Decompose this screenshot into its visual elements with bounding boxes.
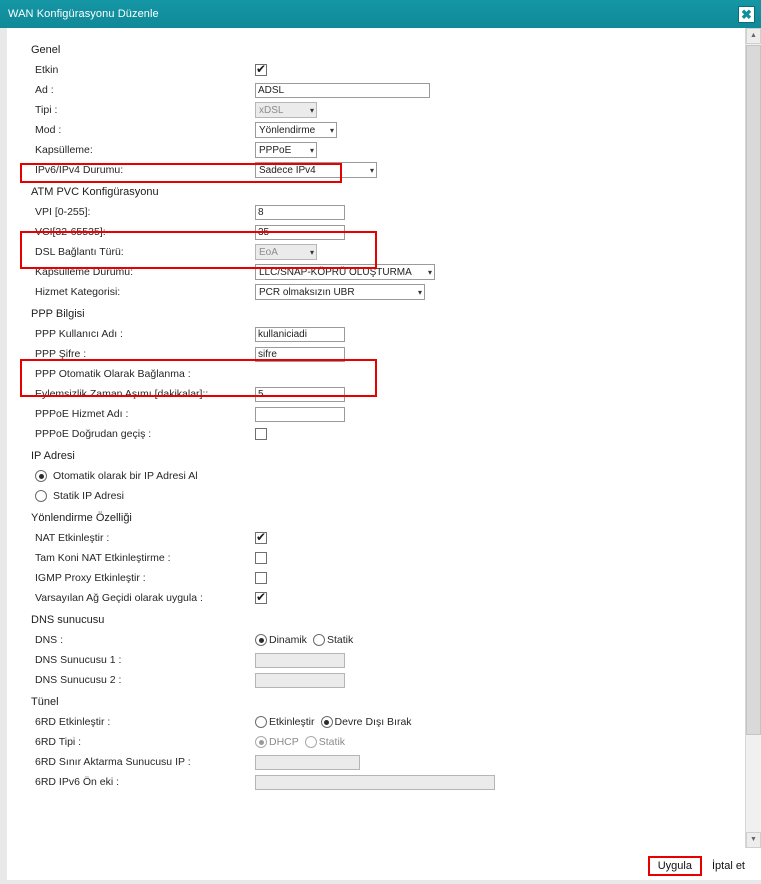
field-fullcone-nat [255, 552, 745, 564]
field-idle-timeout [255, 387, 745, 402]
row-igmp-proxy [7, 568, 745, 588]
vci-input[interactable] [255, 225, 345, 240]
row-mode [7, 120, 745, 140]
field-ipv6-status [255, 162, 745, 178]
field-name [255, 83, 745, 98]
bottom-strip [0, 880, 761, 884]
service-category-select[interactable] [255, 284, 425, 300]
apply-button[interactable]: Uygula [648, 856, 702, 876]
dns-server1-input[interactable] [255, 653, 345, 668]
label-igmp-proxy: IGMP Proxy Etkinleştir : [35, 572, 146, 584]
scroll-up-icon[interactable]: ▲ [746, 28, 761, 44]
label-dns-server2: DNS Sunucusu 2 : [35, 674, 122, 686]
ip-auto-radio[interactable] [35, 470, 47, 482]
label-nat: NAT Etkinleştir : [35, 532, 110, 544]
chevron-down-icon: ▾ [329, 125, 334, 135]
row-6rd-border-relay [7, 752, 745, 772]
chevron-down-icon: ▾ [427, 267, 432, 277]
ipv6-status-select-value: Sadece IPv4 [259, 164, 316, 176]
field-pppoe-service-name [255, 407, 745, 422]
form-content [7, 28, 745, 848]
field-6rd-enable [255, 716, 745, 728]
label-ppp-auto-connect: PPP Otomatik Olarak Bağlanma : [35, 368, 191, 380]
label-fullcone-nat: Tam Koni NAT Etkinleştirme : [35, 552, 171, 564]
row-6rd-prefix [7, 772, 745, 792]
field-encapsulation [255, 142, 745, 158]
service-category-value: PCR olmaksızın UBR [259, 286, 355, 298]
row-pppoe-passthrough [7, 424, 745, 444]
label-vpi: VPI [0-255]: [35, 206, 91, 218]
name-input[interactable] [255, 83, 430, 98]
scrollbar-thumb[interactable] [746, 45, 761, 735]
row-type [7, 100, 745, 120]
field-nat [255, 532, 745, 544]
row-ppp-username [7, 324, 745, 344]
type-select-value: xDSL [259, 104, 284, 116]
field-vpi [255, 205, 745, 220]
label-service-category: Hizmet Kategorisi: [35, 286, 121, 298]
label-ip-auto: Otomatik olarak bir IP Adresi Al [53, 470, 198, 482]
close-icon[interactable]: ✖ [738, 6, 755, 23]
section-tunnel-title: Tünel [31, 696, 59, 708]
encap-mode-value: LLC/SNAP-KÖPRÜ OLUŞTURMA [259, 266, 412, 278]
field-dns-server2 [255, 673, 745, 688]
row-ppp-password [7, 344, 745, 364]
row-nat [7, 528, 745, 548]
label-6rd-enable-option: Etkinleştir [269, 716, 315, 728]
field-igmp-proxy [255, 572, 745, 584]
6rd-prefix-input[interactable] [255, 775, 495, 790]
dsl-link-type-value: EoA [259, 246, 278, 258]
row-fullcone-nat [7, 548, 745, 568]
vpi-input[interactable] [255, 205, 345, 220]
field-encap-mode [255, 264, 745, 280]
type-select[interactable] [255, 102, 317, 118]
field-type [255, 102, 745, 118]
row-6rd-type [7, 732, 745, 752]
enable-checkbox[interactable] [255, 64, 267, 76]
ipv6-status-select[interactable] [255, 162, 377, 178]
scroll-down-icon[interactable]: ▼ [746, 832, 761, 848]
default-gateway-checkbox[interactable] [255, 592, 267, 604]
label-dsl-link-type: DSL Bağlantı Türü: [35, 246, 124, 258]
row-encapsulation [7, 140, 745, 160]
row-ppp-auto-connect [7, 364, 745, 384]
field-ppp-password [255, 347, 745, 362]
dialog-title: WAN Konfigürasyonu Düzenle [8, 8, 159, 20]
6rd-dhcp-radio[interactable] [255, 736, 267, 748]
mode-select[interactable] [255, 122, 337, 138]
row-6rd-enable [7, 712, 745, 732]
section-general-title: Genel [31, 44, 61, 56]
field-ppp-username [255, 327, 745, 342]
row-dns-server2 [7, 670, 745, 690]
dialog-body [0, 28, 761, 848]
encapsulation-select[interactable] [255, 142, 317, 158]
label-6rd-disable-option: Devre Dışı Bırak [334, 716, 412, 728]
label-ppp-username: PPP Kullanıcı Adı : [35, 328, 123, 340]
pppoe-passthrough-checkbox[interactable] [255, 428, 267, 440]
label-mode: Mod : [35, 124, 62, 136]
dsl-link-type-select[interactable] [255, 244, 317, 260]
label-6rd-dhcp: DHCP [269, 736, 299, 748]
dns-dynamic-radio[interactable] [255, 634, 267, 646]
cancel-button[interactable]: İptal et [711, 860, 745, 872]
row-ip-auto [7, 466, 745, 486]
field-dns-server1 [255, 653, 745, 668]
label-encapsulation: Kapsülleme: [35, 144, 93, 156]
row-ipv6-status [7, 160, 745, 180]
row-name [7, 80, 745, 100]
ppp-password-input[interactable] [255, 347, 345, 362]
label-idle-timeout: Eylemsizlik Zaman Aşımı [dakikalar]:: [35, 388, 209, 400]
chevron-down-icon: ▾ [417, 287, 422, 297]
label-6rd-prefix: 6RD IPv6 Ön eki : [35, 776, 120, 788]
label-6rd-type: 6RD Tipi : [35, 736, 82, 748]
field-6rd-prefix [255, 775, 745, 790]
section-ip-title: IP Adresi [31, 450, 75, 462]
label-pppoe-passthrough: PPPoE Doğrudan geçiş : [35, 428, 152, 440]
label-name: Ad : [35, 84, 54, 96]
6rd-enable-radio[interactable] [255, 716, 267, 728]
label-enable: Etkin [35, 64, 59, 76]
chevron-down-icon: ▾ [309, 145, 314, 155]
dns-static-radio[interactable] [313, 634, 325, 646]
ip-static-radio[interactable] [35, 490, 47, 502]
row-dns-server1 [7, 650, 745, 670]
pppoe-service-name-input[interactable] [255, 407, 345, 422]
label-ip-static: Statik IP Adresi [53, 490, 125, 502]
chevron-down-icon: ▾ [369, 165, 374, 175]
field-mode [255, 122, 745, 138]
label-dns-mode: DNS : [35, 634, 64, 646]
label-6rd-enable: 6RD Etkinleştir : [35, 716, 111, 728]
row-pppoe-service-name [7, 404, 745, 424]
label-encap-mode: Kapsülleme Durumu: [35, 266, 134, 278]
row-ip-static [7, 486, 745, 506]
field-dsl-link-type [255, 244, 745, 260]
field-6rd-type [255, 736, 745, 748]
field-dns-mode [255, 634, 745, 646]
vertical-scrollbar[interactable] [745, 28, 761, 848]
section-atm-title: ATM PVC Konfigürasyonu [31, 186, 159, 198]
field-enable [255, 64, 745, 76]
row-enable [7, 60, 745, 80]
row-dns-mode [7, 630, 745, 650]
row-encap-mode [7, 262, 745, 282]
6rd-static-radio[interactable] [305, 736, 317, 748]
encapsulation-select-value: PPPoE [259, 144, 292, 156]
igmp-proxy-checkbox[interactable] [255, 572, 267, 584]
row-idle-timeout [7, 384, 745, 404]
label-dns-dynamic: Dinamik [269, 634, 307, 646]
label-vci: VCI[32-65535]: [35, 226, 106, 238]
chevron-down-icon: ▾ [309, 105, 314, 115]
field-default-gateway [255, 592, 745, 604]
row-default-gateway [7, 588, 745, 608]
dns-server2-input[interactable] [255, 673, 345, 688]
ip-static-option[interactable] [7, 490, 124, 502]
section-dns-title: DNS sunucusu [31, 614, 105, 626]
label-dns-server1: DNS Sunucusu 1 : [35, 654, 122, 666]
6rd-border-relay-input[interactable] [255, 755, 360, 770]
field-6rd-border-relay [255, 755, 745, 770]
field-pppoe-passthrough [255, 428, 745, 440]
field-vci [255, 225, 745, 240]
dialog-titlebar [0, 0, 761, 28]
chevron-down-icon: ▾ [309, 247, 314, 257]
dialog-footer [0, 848, 761, 884]
ip-auto-option[interactable] [7, 470, 198, 482]
row-vci [7, 222, 745, 242]
field-service-category [255, 284, 745, 300]
section-ppp-title: PPP Bilgisi [31, 308, 85, 320]
label-6rd-static: Statik [318, 736, 346, 748]
encap-mode-select[interactable] [255, 264, 435, 280]
label-default-gateway: Varsayılan Ağ Geçidi olarak uygula : [35, 592, 203, 604]
row-service-category [7, 282, 745, 302]
6rd-disable-radio[interactable] [321, 716, 333, 728]
label-pppoe-service-name: PPPoE Hizmet Adı : [35, 408, 129, 420]
nat-checkbox[interactable] [255, 532, 267, 544]
label-dns-static: Statik [326, 634, 354, 646]
section-routing-title: Yönlendirme Özelliği [31, 512, 132, 524]
mode-select-value: Yönlendirme [259, 124, 316, 136]
idle-timeout-input[interactable] [255, 387, 345, 402]
row-dsl-link-type [7, 242, 745, 262]
label-6rd-border-relay: 6RD Sınır Aktarma Sunucusu IP : [35, 756, 191, 768]
label-type: Tipi : [35, 104, 58, 116]
label-ipv6-status: IPv6/IPv4 Durumu: [35, 164, 124, 176]
row-vpi [7, 202, 745, 222]
ppp-username-input[interactable] [255, 327, 345, 342]
fullcone-nat-checkbox[interactable] [255, 552, 267, 564]
label-ppp-password: PPP Şifre : [35, 348, 87, 360]
